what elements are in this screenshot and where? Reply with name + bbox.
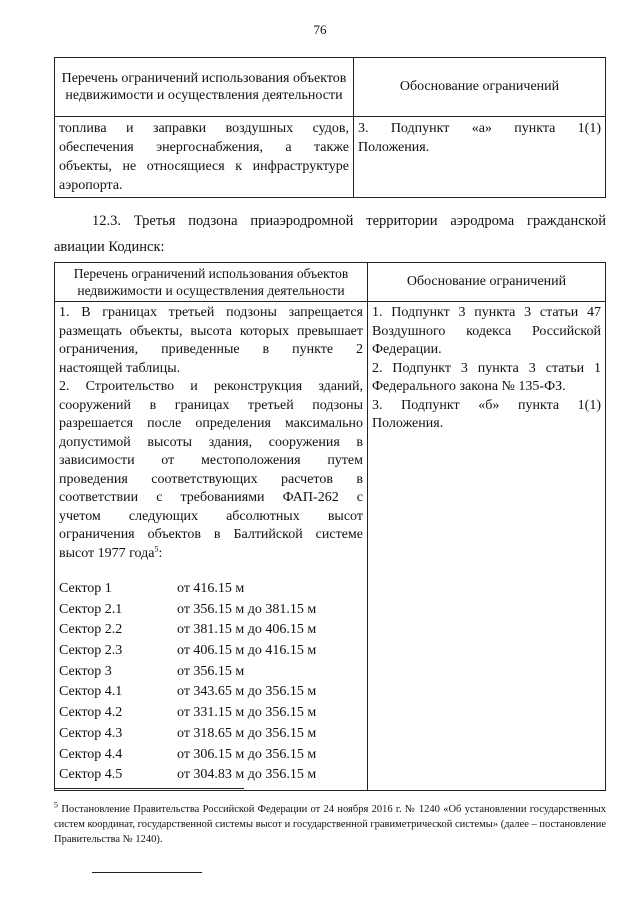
text-line: Федерального закона № 135-ФЗ.	[372, 379, 566, 394]
header-restrictions-list: Перечень ограничений использования объектов недвижимости и осуществления деятельности	[55, 58, 354, 117]
justification-cell	[354, 117, 606, 198]
sector-height: от 406.15 м до 416.15 м	[177, 643, 317, 659]
list-item	[59, 579, 363, 600]
table-header-row	[55, 58, 606, 117]
sector-name: Сектор 4.2	[59, 705, 123, 721]
text-line: сооружений в границах третьей подзоны	[59, 397, 363, 413]
footnote-text: Постановление Правительства Российской Федерации от 24 ноября 2016 г. № 1240 «Об установлении государственных систем координат, государственной системы высот и государственной гравиметрической системы» (далее – постановление Правительства № 1240).	[54, 804, 607, 845]
sector-name: Сектор 3	[59, 663, 112, 679]
list-item	[59, 703, 363, 724]
text-line: учетом следующих абсолютных высот	[59, 508, 363, 524]
header-restrictions-list: Перечень ограничений использования объектов недвижимости и осуществления деятельности	[55, 263, 368, 302]
sector-name: Сектор 4.3	[59, 725, 123, 741]
sector-name: Сектор 2.1	[59, 601, 123, 617]
list-item	[59, 745, 363, 766]
section-heading	[54, 208, 606, 260]
text-line: аэропорта.	[59, 178, 123, 193]
sector-height: от 318.65 м до 356.15 м	[177, 725, 317, 741]
text-line: 1. В границах третьей подзоны запрещается	[59, 305, 363, 320]
section-heading-line: авиации Кодинск:	[54, 239, 165, 255]
sector-height: от 356.15 м	[177, 663, 245, 679]
text-line-content: высот 1977 года	[59, 545, 155, 561]
text-line: соответствии с требованиями ФАП-262 с	[59, 490, 363, 505]
table-row	[55, 117, 606, 198]
sector-name: Сектор 2.3	[59, 643, 123, 659]
text-line: Федерации.	[372, 342, 442, 357]
restrictions-cell	[55, 302, 368, 791]
text-line: зависимости от местоположения путем	[59, 453, 363, 468]
text-line: разрешается после определения максимально	[59, 416, 363, 431]
sector-height: от 306.15 м до 356.15 м	[177, 746, 317, 762]
sector-name: Сектор 2.2	[59, 622, 123, 638]
sector-name: Сектор 1	[59, 581, 112, 596]
sector-height: от 416.15 м	[177, 581, 245, 596]
text-line: 1. Подпункт 3 пункта 3 статьи 47	[372, 305, 601, 320]
header-justification: Обоснование ограничений	[368, 263, 606, 302]
footnote-separator	[54, 788, 244, 789]
justification-cell	[368, 302, 606, 791]
list-item	[59, 724, 363, 745]
text-line: 2. Строительство и реконструкция зданий,	[59, 379, 363, 394]
text-line: 3. Подпункт «б» пункта 1(1)	[372, 397, 601, 413]
sector-height: от 356.15 м до 381.15 м	[177, 601, 317, 617]
sector-list	[59, 579, 363, 786]
table-row	[55, 302, 606, 791]
footnote	[54, 802, 606, 847]
list-item	[59, 765, 363, 786]
text-line: проведения соответствующих расчетов в	[59, 471, 363, 487]
sector-name: Сектор 4.1	[59, 684, 123, 700]
list-item	[59, 662, 363, 683]
text-line: высот 1977 года$^5$:	[59, 543, 163, 561]
header-justification: Обоснование ограничений	[354, 58, 606, 117]
third-subzone-table	[54, 262, 606, 791]
text-line: 2. Подпункт 3 пункта 3 статьи 1	[372, 360, 601, 376]
text-line: размещать объекты, высота которых превышает	[59, 323, 363, 339]
text-line: 3. Подпункт «а» пункта 1(1)	[358, 121, 601, 136]
text-line: Положения.	[358, 140, 430, 155]
text-line: топлива и заправки воздушных судов,	[59, 121, 349, 136]
sector-name: Сектор 4.5	[59, 767, 123, 783]
list-item	[59, 682, 363, 703]
text-line: ограничения, приведенные в пункте 2	[59, 342, 363, 357]
text-line: Положения.	[372, 416, 444, 431]
sector-height: от 331.15 м до 356.15 м	[177, 705, 317, 721]
text-line: настоящей таблицы.	[59, 360, 181, 376]
restrictions-table-continued	[54, 57, 606, 198]
sector-name: Сектор 4.4	[59, 746, 123, 762]
list-item	[59, 600, 363, 621]
page-number: 76	[313, 22, 327, 37]
sector-height: от 304.83 м до 356.15 м	[177, 767, 317, 783]
text-line: обеспечения энергоснабжения, а также	[59, 140, 349, 155]
sector-height: от 343.65 м до 356.15 м	[177, 684, 317, 700]
table-header-row	[55, 263, 606, 302]
section-heading-line: 12.3. Третья подзона приаэродромной территории аэродрома гражданской	[92, 213, 606, 229]
text-line: допустимой высоты здания, сооружения в	[59, 434, 363, 450]
text-line: ограничения объектов в Балтийской системе	[59, 527, 363, 542]
text-line: Воздушного кодекса Российской	[372, 323, 601, 339]
bottom-divider	[92, 872, 202, 873]
list-item	[59, 641, 363, 662]
restrictions-cell	[55, 117, 354, 198]
text-line: объекты, не относящиеся к инфраструктуре	[59, 159, 349, 174]
footnote-number: 5	[54, 800, 58, 810]
list-item	[59, 620, 363, 641]
sector-height: от 381.15 м до 406.15 м	[177, 622, 317, 638]
footnote-reference: 5	[154, 543, 159, 553]
